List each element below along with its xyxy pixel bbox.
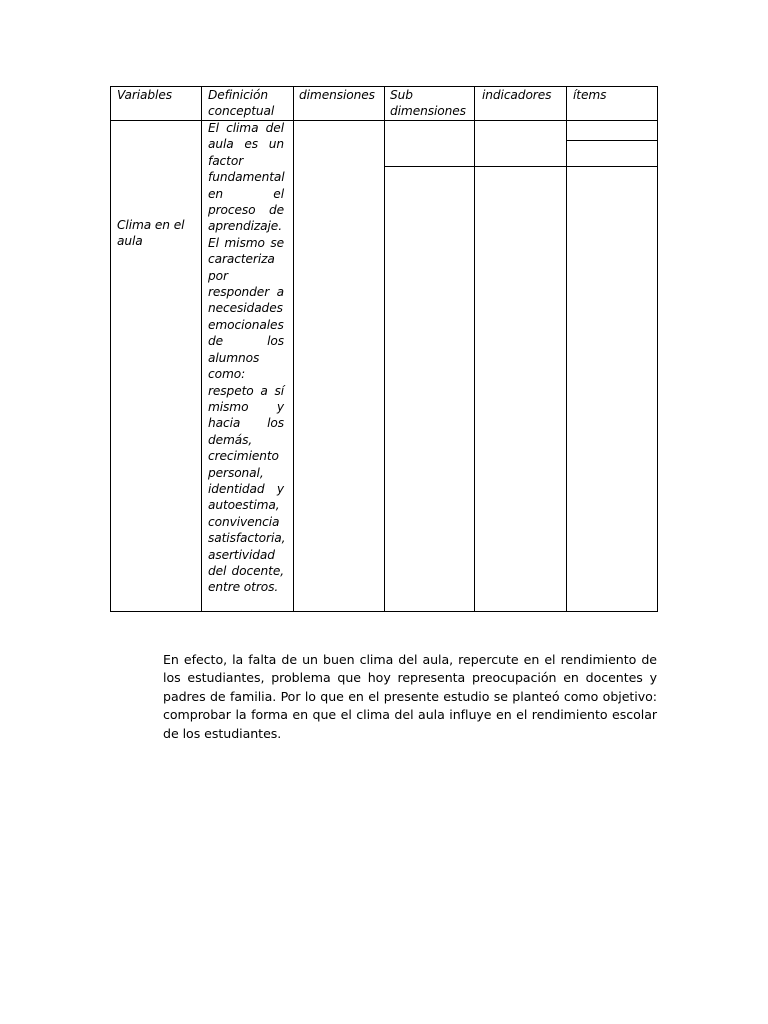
header-variables: Variables <box>117 88 172 102</box>
header-dimensiones: dimensiones <box>299 88 375 102</box>
header-sub-dimensiones: Sub dimensiones <box>390 88 466 119</box>
variable-name: Clima en el aula <box>117 218 185 249</box>
header-indicadores: indicadores <box>482 88 552 102</box>
operationalization-table <box>110 86 658 612</box>
table-grid <box>110 86 658 612</box>
body-paragraph: En efecto, la falta de un buen clima del aula, repercute en el rendimiento de los estudiantes, problema que hoy representa preocupación en docentes y padres de familia. Por lo que en el presente estudio se planteó como objetivo: comprobar la forma en que el clima del aula influye en el rendimiento escolar de los estudiantes. <box>163 651 657 741</box>
header-items: ítems <box>573 88 607 102</box>
definition-text: El clima del aula es un factor fundamental en el proceso de aprendizaje. El mismo se caracteriza por responder a necesidades emocionales de los alumnos como: respeto a sí mismo y hacia los demás, crecimiento personal, identidad y autoestima, convivencia satisfactoria, asertividad del docente, entre otros. <box>208 121 286 595</box>
header-definicion-conceptual: Definición conceptual <box>208 88 275 119</box>
